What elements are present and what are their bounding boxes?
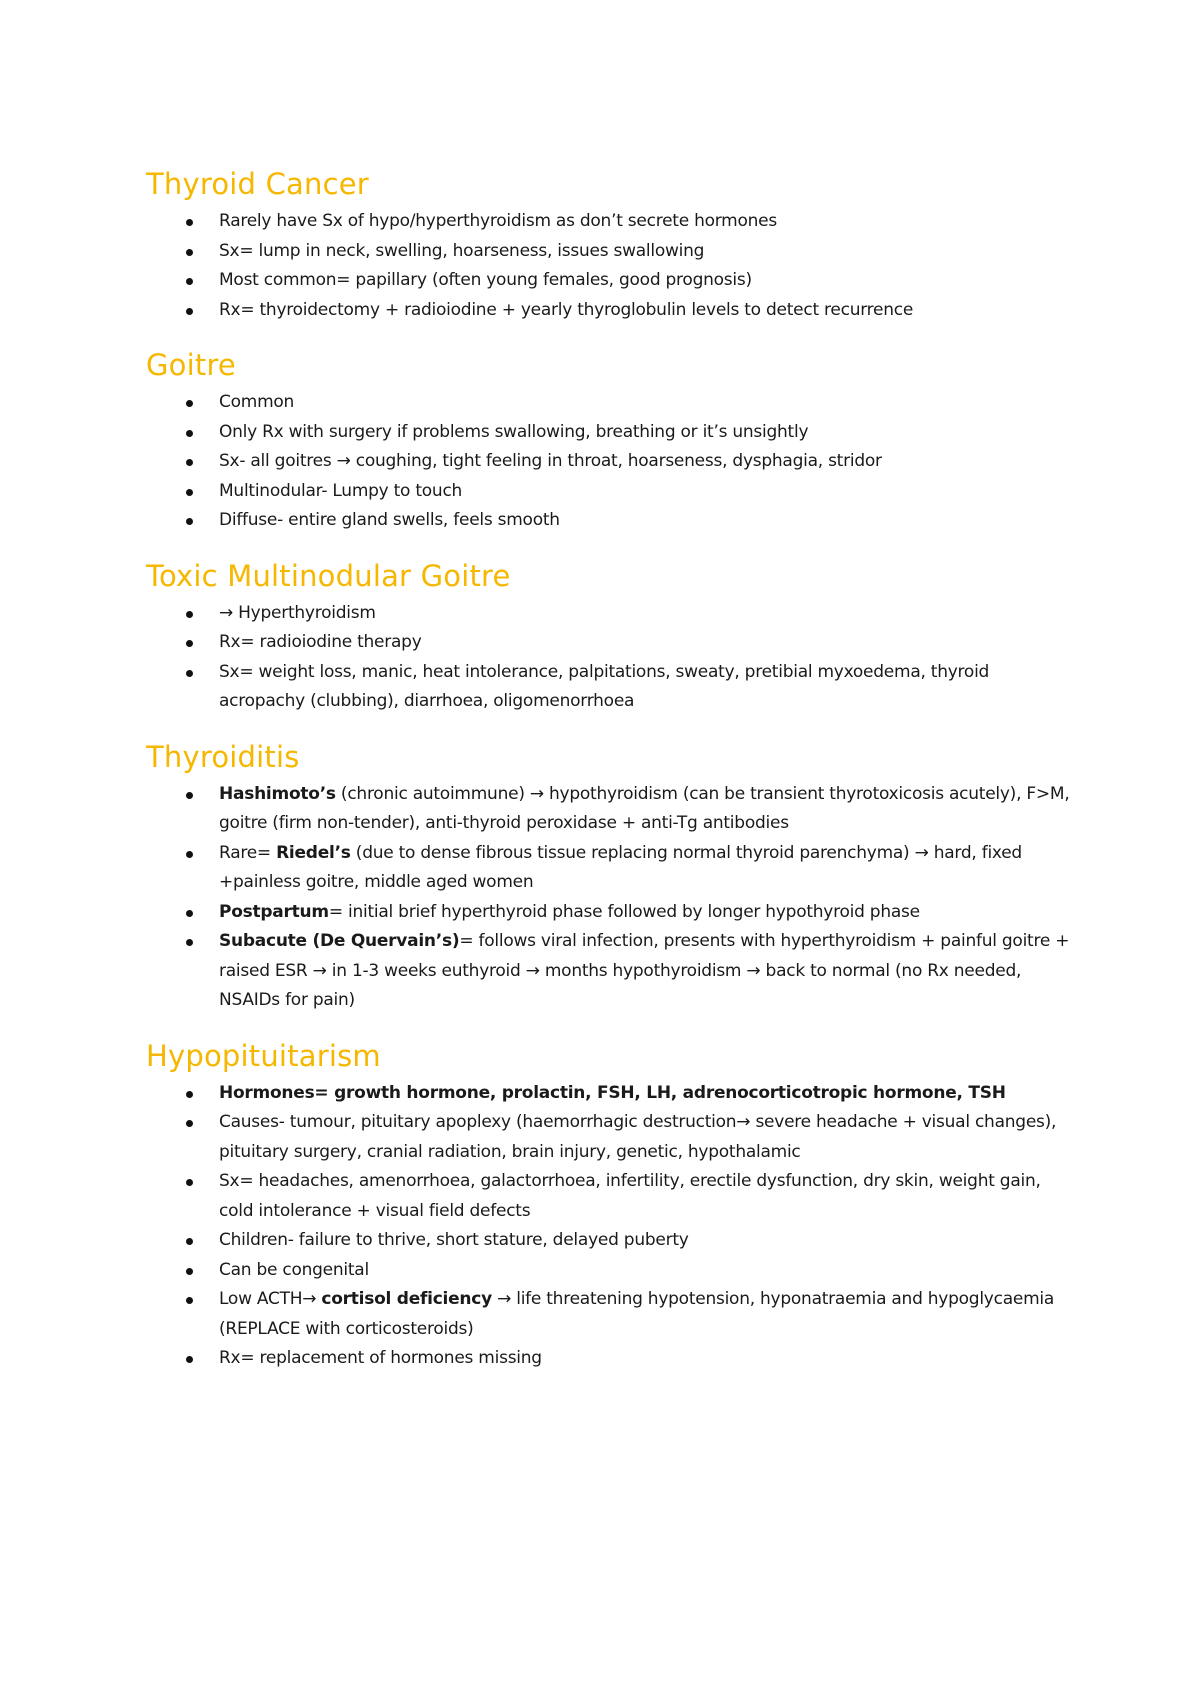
text-run: Diffuse- entire gland swells, feels smooth xyxy=(219,510,560,530)
bullet-item xyxy=(146,1226,1076,1256)
bullet-item xyxy=(146,658,1076,717)
bullet-dot-icon xyxy=(186,1356,193,1363)
text-run: Children- failure to thrive, short stature, delayed puberty xyxy=(219,1230,689,1250)
text-run: Can be congenital xyxy=(219,1259,369,1280)
bullet-dot-icon xyxy=(186,1297,193,1304)
document-content xyxy=(146,164,1076,1374)
bullet-dot-icon xyxy=(186,219,193,226)
text-run: Low ACTH→ xyxy=(219,1289,322,1309)
section-heading: Goitre xyxy=(146,348,236,382)
bullet-dot-icon xyxy=(186,1120,193,1127)
bullet-item xyxy=(146,927,1076,1016)
text-run: Rare= xyxy=(219,842,277,863)
section xyxy=(146,737,1076,1016)
bullet-item xyxy=(146,237,1076,267)
section xyxy=(146,164,1076,325)
bullet-item xyxy=(146,477,1076,507)
text-run: Rx= thyroidectomy + radioiodine + yearly thyroglobulin levels to detect recurrence xyxy=(219,299,914,320)
bold-text: cortisol deficiency xyxy=(321,1289,492,1309)
bullet-item xyxy=(146,1344,1076,1374)
text-run: Multinodular- Lumpy to touch xyxy=(219,480,463,501)
bold-text: Riedel’s xyxy=(276,842,351,863)
bullet-item xyxy=(146,1256,1076,1286)
text-run: Only Rx with surgery if problems swallowing, breathing or it’s unsightly xyxy=(219,421,809,442)
bullet-item xyxy=(146,628,1076,658)
bullet-dot-icon xyxy=(186,792,193,799)
bullet-dot-icon xyxy=(186,430,193,437)
bullet-item xyxy=(146,1108,1076,1167)
section xyxy=(146,556,1076,717)
bullet-item xyxy=(146,898,1076,928)
section-heading: Thyroid Cancer xyxy=(146,167,369,201)
bullet-dot-icon xyxy=(186,670,193,677)
section xyxy=(146,1036,1076,1374)
text-run: Sx= lump in neck, swelling, hoarseness, issues swallowing xyxy=(219,240,705,261)
bullet-dot-icon xyxy=(186,1091,193,1098)
text-run: Sx= weight loss, manic, heat intolerance, palpitations, sweaty, pretibial myxoedema, thyroid acropachy (clubbing), diarrhoea, oligomenorrhoea xyxy=(219,661,990,711)
bullet-item xyxy=(146,296,1076,326)
bullet-item xyxy=(146,207,1076,237)
bullet-dot-icon xyxy=(186,640,193,647)
bold-text: Hashimoto’s xyxy=(219,783,336,804)
bullet-dot-icon xyxy=(186,278,193,285)
section-heading: Thyroiditis xyxy=(146,739,300,774)
bullet-dot-icon xyxy=(186,611,193,618)
bullet-item xyxy=(146,599,1076,629)
bullet-dot-icon xyxy=(186,459,193,466)
bullet-item xyxy=(146,780,1076,839)
text-run: Sx= headaches, amenorrhoea, galactorrhoea, infertility, erectile dysfunction, dry skin, weight gain, cold intolerance + visual field defects xyxy=(219,1171,1041,1221)
text-run: (due to dense fibrous tissue replacing normal thyroid parenchyma) → hard, fixed +painless goitre, middle aged women xyxy=(219,842,1022,892)
text-run: = initial brief hyperthyroid phase followed by longer hypothyroid phase xyxy=(328,901,920,922)
bullet-dot-icon xyxy=(186,851,193,858)
bullet-dot-icon xyxy=(186,1179,193,1186)
bullet-list xyxy=(146,207,1076,325)
bullet-dot-icon xyxy=(186,910,193,917)
bullet-item xyxy=(146,266,1076,296)
bullet-item xyxy=(146,1079,1076,1109)
text-run: Sx- all goitres → coughing, tight feeling in throat, hoarseness, dysphagia, stridor xyxy=(219,451,882,471)
section xyxy=(146,345,1076,536)
text-run: Most common= papillary (often young females, good prognosis) xyxy=(219,270,752,290)
bullet-list xyxy=(146,1079,1076,1374)
bullet-dot-icon xyxy=(186,1268,193,1275)
bullet-dot-icon xyxy=(186,308,193,315)
bullet-item xyxy=(146,506,1076,536)
text-run: = follows viral infection, presents with hyperthyroidism + painful goitre + raised ESR → in 1-3 weeks euthyroid → months hypothyroidism → back to normal (no Rx needed, NSAIDs for pain) xyxy=(219,931,1070,1010)
bullet-dot-icon xyxy=(186,400,193,407)
text-run: Rarely have Sx of hypo/hyperthyroidism as don’t secrete hormones xyxy=(219,211,777,231)
bullet-item xyxy=(146,447,1076,477)
text-run: Rx= replacement of hormones missing xyxy=(219,1348,542,1368)
text-run: Common xyxy=(219,392,295,412)
section-heading: Toxic Multinodular Goitre xyxy=(146,558,511,593)
bullet-dot-icon xyxy=(186,939,193,946)
bullet-list xyxy=(146,388,1076,536)
section-heading: Hypopituitarism xyxy=(146,1038,381,1073)
text-run: Causes- tumour, pituitary apoplexy (haemorrhagic destruction→ severe headache + visual changes), pituitary surgery, cranial radiation, brain injury, genetic, hypothalamic xyxy=(219,1112,1057,1162)
text-run: Rx= radioiodine therapy xyxy=(219,632,422,652)
bullet-item xyxy=(146,839,1076,898)
bullet-dot-icon xyxy=(186,489,193,496)
bullet-list xyxy=(146,599,1076,717)
text-run: (chronic autoimmune) → hypothyroidism (can be transient thyrotoxicosis acutely), F>M, goitre (firm non-tender), anti-thyroid peroxidase + anti-Tg antibodies xyxy=(219,783,1070,833)
bullet-list xyxy=(146,780,1076,1016)
bullet-dot-icon xyxy=(186,249,193,256)
bullet-item xyxy=(146,1167,1076,1226)
bold-text: Postpartum xyxy=(219,901,329,922)
bullet-dot-icon xyxy=(186,518,193,525)
bullet-item xyxy=(146,388,1076,418)
bullet-item xyxy=(146,418,1076,448)
bold-text: Subacute (De Quervain’s) xyxy=(219,931,460,951)
text-run: → Hyperthyroidism xyxy=(219,602,376,623)
bold-text: Hormones= growth hormone, prolactin, FSH, LH, adrenocorticotropic hormone, TSH xyxy=(219,1082,1006,1103)
bullet-item xyxy=(146,1285,1076,1344)
bullet-dot-icon xyxy=(186,1238,193,1245)
text-run: → life threatening hypotension, hyponatraemia and hypoglycaemia (REPLACE with corticosteroids) xyxy=(219,1289,1055,1339)
